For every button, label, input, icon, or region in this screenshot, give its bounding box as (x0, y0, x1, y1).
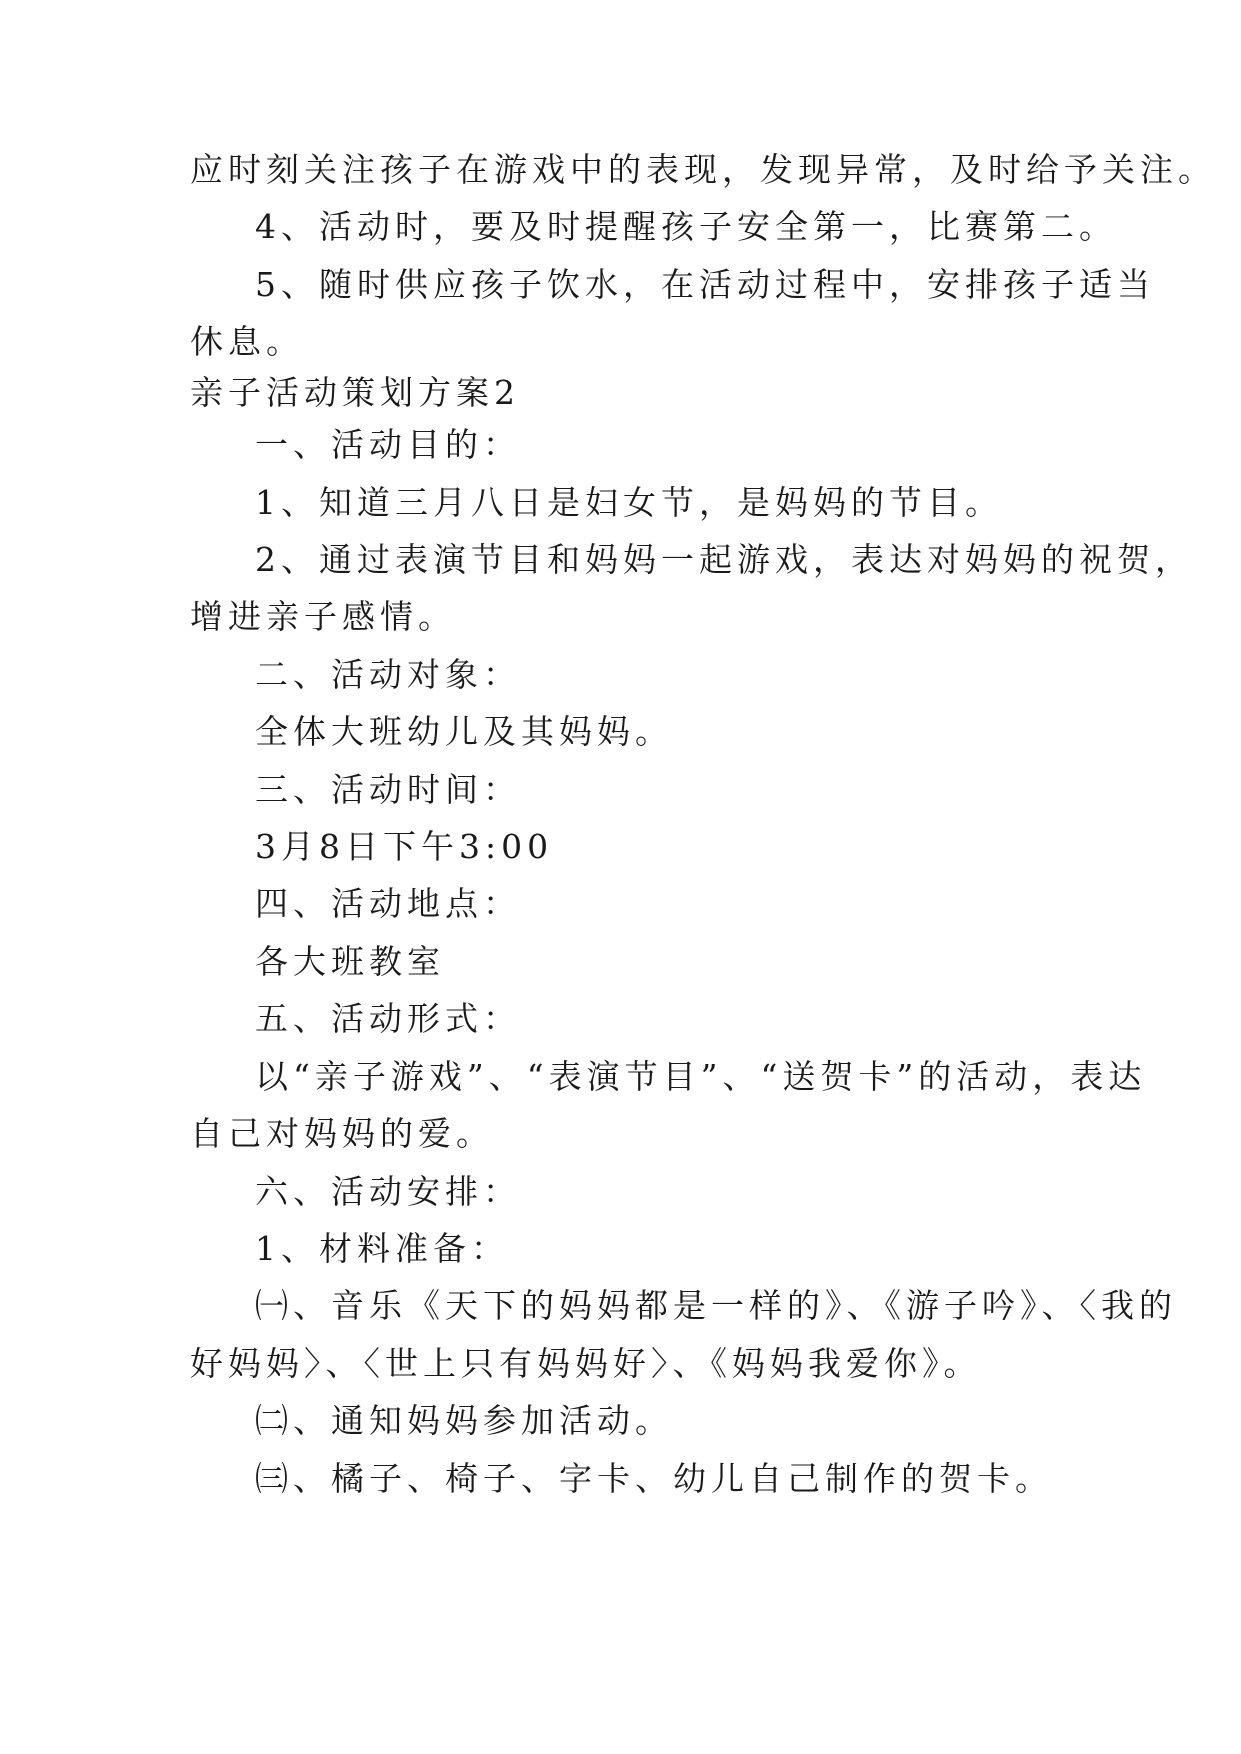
paragraph-line: 4、活动时，要及时提醒孩子安全第一，比赛第二。 (255, 207, 1117, 246)
paragraph-line: ㈡、通知妈妈参加活动。 (255, 1401, 673, 1440)
paragraph-line: 1、材料准备： (255, 1229, 509, 1268)
heading-line: 四、活动地点： (255, 884, 521, 923)
paragraph-line: 1、知道三月八日是妇女节，是妈妈的节目。 (255, 483, 1003, 522)
paragraph-line: 自己对妈妈的爱。 (190, 1114, 494, 1153)
paragraph-line: 休息。 (190, 322, 304, 361)
paragraph-line: 5、随时供应孩子饮水，在活动过程中，安排孩子适当 (255, 265, 1155, 304)
heading-line: 六、活动安排： (255, 1172, 521, 1211)
paragraph-line: 各大班教室 (255, 942, 445, 981)
paragraph-line: ㈠、音乐《天下的妈妈都是一样的》、《游子吟》、〈我的 (255, 1286, 1177, 1325)
paragraph-line: 2、通过表演节目和妈妈一起游戏，表达对妈妈的祝贺， (255, 540, 1193, 579)
paragraph-line: 以“亲子游戏”、“表演节目”、“送贺卡”的活动，表达 (255, 1057, 1147, 1096)
section-title: 亲子活动策划方案2 (190, 373, 520, 412)
paragraph-line: 增进亲子感情。 (190, 597, 456, 636)
paragraph-line: ㈢、橘子、椅子、字卡、幼儿自己制作的贺卡。 (255, 1459, 1053, 1498)
paragraph-line: 应时刻关注孩子在游戏中的表现，发现异常，及时给予关注。 (190, 150, 1216, 189)
heading-line: 二、活动对象： (255, 655, 521, 694)
heading-line: 五、活动形式： (255, 999, 521, 1038)
paragraph-line: 好妈妈〉、〈世上只有妈妈好〉、《妈妈我爱你》。 (190, 1344, 982, 1383)
heading-line: 三、活动时间： (255, 770, 521, 809)
paragraph-line: 3月8日下午3:00 (255, 827, 554, 866)
heading-line: 一、活动目的： (255, 425, 521, 464)
paragraph-line: 全体大班幼儿及其妈妈。 (255, 712, 673, 751)
